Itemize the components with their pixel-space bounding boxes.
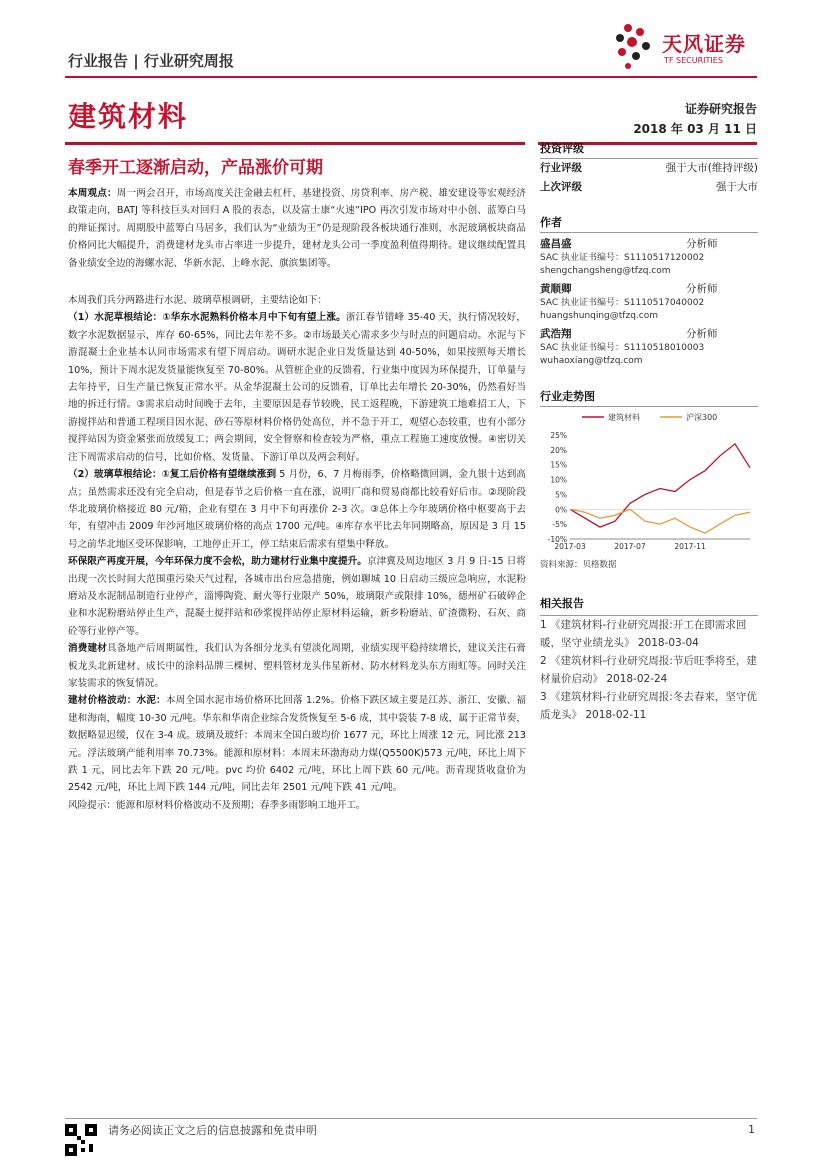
- x-tick-label: 2017-11: [674, 542, 706, 551]
- paragraph-lead: （2）玻璃草根结论：①复工后价格有望继续涨到: [68, 469, 277, 481]
- y-tick-label: 5%: [555, 490, 567, 500]
- legend-label: 建筑材料: [608, 413, 640, 422]
- y-tick-label: 15%: [550, 460, 567, 470]
- paragraph-lead: 建材价格波动：水泥：: [68, 695, 166, 707]
- paragraph-text: 具备地产后周期属性，我们认为各细分龙头有望淡化周期，业绩实现平稳持续增长，建议关注石膏板龙头北新建材、成长中的涂料品牌三棵树、塑料管材龙头伟星新材、防水材料龙头东方雨虹等。同时关注家装需求的恢复情况。: [68, 643, 527, 689]
- author-title: 作者: [540, 214, 758, 233]
- y-tick-label: -5%: [552, 520, 567, 530]
- analyst-email[interactable]: shengchangsheng@tfzq.com: [540, 266, 671, 276]
- rating-row: [540, 159, 758, 178]
- rating-key: 行业评级: [540, 162, 582, 174]
- author-section: [540, 214, 758, 368]
- body-paragraph: [68, 640, 526, 692]
- analyst-name: 盛昌盛: [540, 238, 572, 250]
- body-paragraph: [68, 309, 526, 466]
- logo-en: TF SECURITIES: [664, 56, 723, 65]
- rating-value: 强于大市: [716, 181, 758, 193]
- paragraph-text: 京津冀及周边地区 3 月 9 日-15 日将出现一次长时间大范围重污染天气过程，各城市出台应急措施，例如聊城 10 日启动三级应急响应，水泥粉磨站及水泥制品制造行业停产，淄博陶瓷、耐火等行业限产 50%，玻璃限产或限排 10%，德州矿石破碎企业和水泥粉磨站停止生产，混凝土搅拌站和砂浆搅拌站停止原材料运输，新乡粉磨站、矿渣微粉、石灰、商砼等行业停产等。: [68, 556, 527, 637]
- x-tick-label: 2017-07: [614, 542, 646, 551]
- body-paragraph: [68, 292, 526, 309]
- paragraph-text: 5 月份，6、7 月梅雨季，价格略微回调，金九银十达到高点；虽然需求还没有完全启动，但是春节之后价格一直在涨，说明厂商和贸易商都比较看好后市。②现阶段华北玻璃价格接近 80 元/箱，企业有望在 3 月中下旬再涨价 2-3 次。③总体上今年玻璃价格中枢要高于去年，有望冲击 2009 年沙河地区玻璃价格的高点 1700 元/吨。④库存水平比去年同期略高，原因是 3 月 15 号之前华北地区受环保影响，工地停止开工，停工结束后需求有望集中释放。: [68, 469, 526, 550]
- paragraph-text: 风险提示：能源和原材料价格波动不及预期；春季多雨影响工地开工。: [68, 799, 366, 811]
- paragraph-text: 浙江春节错峰 35-40 天，执行情况较好，数字水泥数据显示，库存 60-65%，同比去年差不多。②市场最关心需求多少与时点的问题启动。水泥与下游混凝土企业基本认同市场需求有望下周启动。调研水泥企业日发货量达到 40-50%，如果按照每天增长 10%，预计下周水泥发货量能恢复至 70-80%。从管桩企业的反馈看，行业集中度因为环保提升，订单量与去年持平，日生产量已恢复正常水平。从金华混凝土公司的反馈看，订单比去年增长 20-30%，仍然看好当地的拆迁行情。③需求启动时间晚于去年，主要原因是春节较晚，民工返程晚，下游建筑工地难招工人，下游搅拌站和普通工程项目因水泥、砂石等原材料价格仍处高位，并不急于开工，观望心态较重，也有小部分搅拌站因为资金紧张而放缓复工；两会期间，安全督察和检查较为严格，重点工程施工速度放慢。④密切关注下周需求启动的信号，比如价格、发货量、下游订单以及两会利好。: [68, 312, 526, 463]
- series-line: [570, 509, 750, 533]
- paragraph-text: 本周全国水泥市场价格环比回落 1.2%。价格下跌区域主要是江苏、浙江、安徽、福建和海南，幅度 10-30 元/吨。华东和华南企业综合发货恢复至 5-6 成，其中袋装 7-8 成，属于正常节奏，数据略显迟缓，仅在 3-4 成。玻璃及玻纤：本周末全国白玻均价 1677 元，环比上周涨 12 元，同比涨 213 元。浮法玻璃产能利用率 70.73%。能源和原材料：本周末环渤海动力煤(Q5500K)573 元/吨，环比上周下跌 1 元，同比去年下跌 20 元/吨。pvc 均价 6402 元/吨，环比上周下跌 60 元/吨。沥青现货收盘价为 2542 元/吨，环比上周下跌 144 元/吨，同比去年 2501 元/吨下跌 41 元/吨。: [68, 695, 527, 794]
- related-title: 相关报告: [540, 595, 758, 616]
- related-report-link[interactable]: 1 《建筑材料-行业研究周报:开工在即需求回暖，坚守业绩龙头》 2018-03-04: [540, 619, 747, 649]
- analyst-cert: SAC 执业证书编号：S1110517040002: [540, 298, 705, 308]
- rating-key: 上次评级: [540, 181, 582, 193]
- y-tick-label: 10%: [550, 475, 567, 485]
- paragraph-lead: 消费建材: [68, 643, 107, 655]
- body-paragraph: [68, 553, 526, 640]
- related-report-link[interactable]: 2 《建筑材料-行业研究周报:节后旺季将至，建材量价启动》 2018-02-24: [540, 655, 757, 685]
- body-paragraph: [68, 466, 526, 553]
- chart-source: 资料来源：贝格数据: [540, 560, 617, 570]
- company-logo: [610, 22, 760, 72]
- report-subtitle: 春季开工逐渐启动，产品涨价可期: [68, 158, 323, 178]
- series-line: [570, 444, 750, 527]
- footer-divider: [65, 1118, 757, 1119]
- title-divider-left: [65, 142, 525, 145]
- paragraph-lead: 本周观点：: [68, 188, 117, 199]
- trend-title: 行业走势图: [540, 388, 758, 407]
- analyst-email[interactable]: huangshunqing@tfzq.com: [540, 311, 658, 321]
- logo-cn: 天风证券: [662, 32, 746, 56]
- analyst-role: 分析师: [686, 283, 718, 295]
- main-body: [68, 185, 526, 814]
- analyst-card: [540, 327, 758, 368]
- paragraph-lead: （1）水泥草根结论：①华东水泥熟料价格本月中下旬有望上涨。: [68, 312, 346, 324]
- analyst-role: 分析师: [686, 238, 718, 250]
- body-paragraph: [68, 185, 526, 272]
- y-tick-label: -10%: [547, 535, 567, 544]
- logo-mark-icon: [610, 22, 660, 72]
- rating-title: 投资评级: [540, 140, 758, 159]
- y-tick-label: 20%: [550, 445, 567, 455]
- related-report-link[interactable]: 3 《建筑材料-行业研究周报:冬去春来，坚守优质龙头》 2018-02-11: [540, 691, 757, 721]
- rating-row: [540, 178, 758, 197]
- y-tick-label: 25%: [550, 431, 567, 440]
- paragraph-lead: 环保限产再度开展，今年环保力度不会松，助力建材行业集中度提升。: [68, 556, 367, 568]
- body-paragraph: [68, 797, 526, 814]
- x-tick-label: 2017-03: [554, 542, 586, 551]
- related-reports: [540, 595, 758, 724]
- analyst-name: 武浩翔: [540, 328, 572, 340]
- report-type: 证券研究报告: [684, 102, 757, 116]
- rating-section: [540, 140, 758, 197]
- paragraph-text: 周一两会召开，市场高度关注金融去杠杆、基建投资、房贷利率、房产税、雄安建设等宏观经济政策走向，BATJ 等科技巨头对回归 A 股的表态，以及富士康“火速”IPO 再次引发市场对中小创、蓝筹白马的辩证探讨。周期股中蓝筹白马居多，我们认为“业绩为王”仍是现阶段各板块通行准则，水泥玻璃板块商品价格同比大幅提升，消费建材龙头市占率进一步提升，建材龙头公司一季度盈利值得期待。建议继续配置具备业绩安全边的海螺水泥、华新水泥、上峰水泥、旗滨集团等。: [68, 188, 527, 269]
- analyst-email[interactable]: wuhaoxiang@tfzq.com: [540, 356, 643, 366]
- analyst-card: [540, 282, 758, 323]
- y-tick-label: 0%: [555, 505, 567, 515]
- report-category: 行业报告 | 行业研究周报: [68, 52, 234, 70]
- page-number: 1: [748, 1123, 755, 1136]
- analyst-cert: SAC 执业证书编号：S1110518010003: [540, 343, 705, 353]
- industry-trend-chart: [538, 405, 758, 560]
- legend-label: 沪深300: [686, 413, 718, 422]
- report-date: 2018 年 03 月 11 日: [633, 122, 757, 136]
- analyst-role: 分析师: [686, 328, 718, 340]
- analyst-cert: SAC 执业证书编号：S1110517120002: [540, 253, 705, 263]
- header-divider: [65, 76, 757, 78]
- paragraph-text: 本周我们兵分两路进行水泥、玻璃草根调研，主要结论如下：: [68, 295, 328, 307]
- page-title: 建筑材料: [68, 100, 189, 133]
- analyst-name: 黄顺卿: [540, 283, 572, 295]
- rating-value: 强于大市(维持评级): [665, 162, 758, 174]
- qr-code-icon: [65, 1124, 97, 1156]
- disclaimer-notice: 请务必阅读正文之后的信息披露和免责申明: [108, 1124, 317, 1137]
- analyst-card: [540, 237, 758, 278]
- body-paragraph: [68, 692, 526, 796]
